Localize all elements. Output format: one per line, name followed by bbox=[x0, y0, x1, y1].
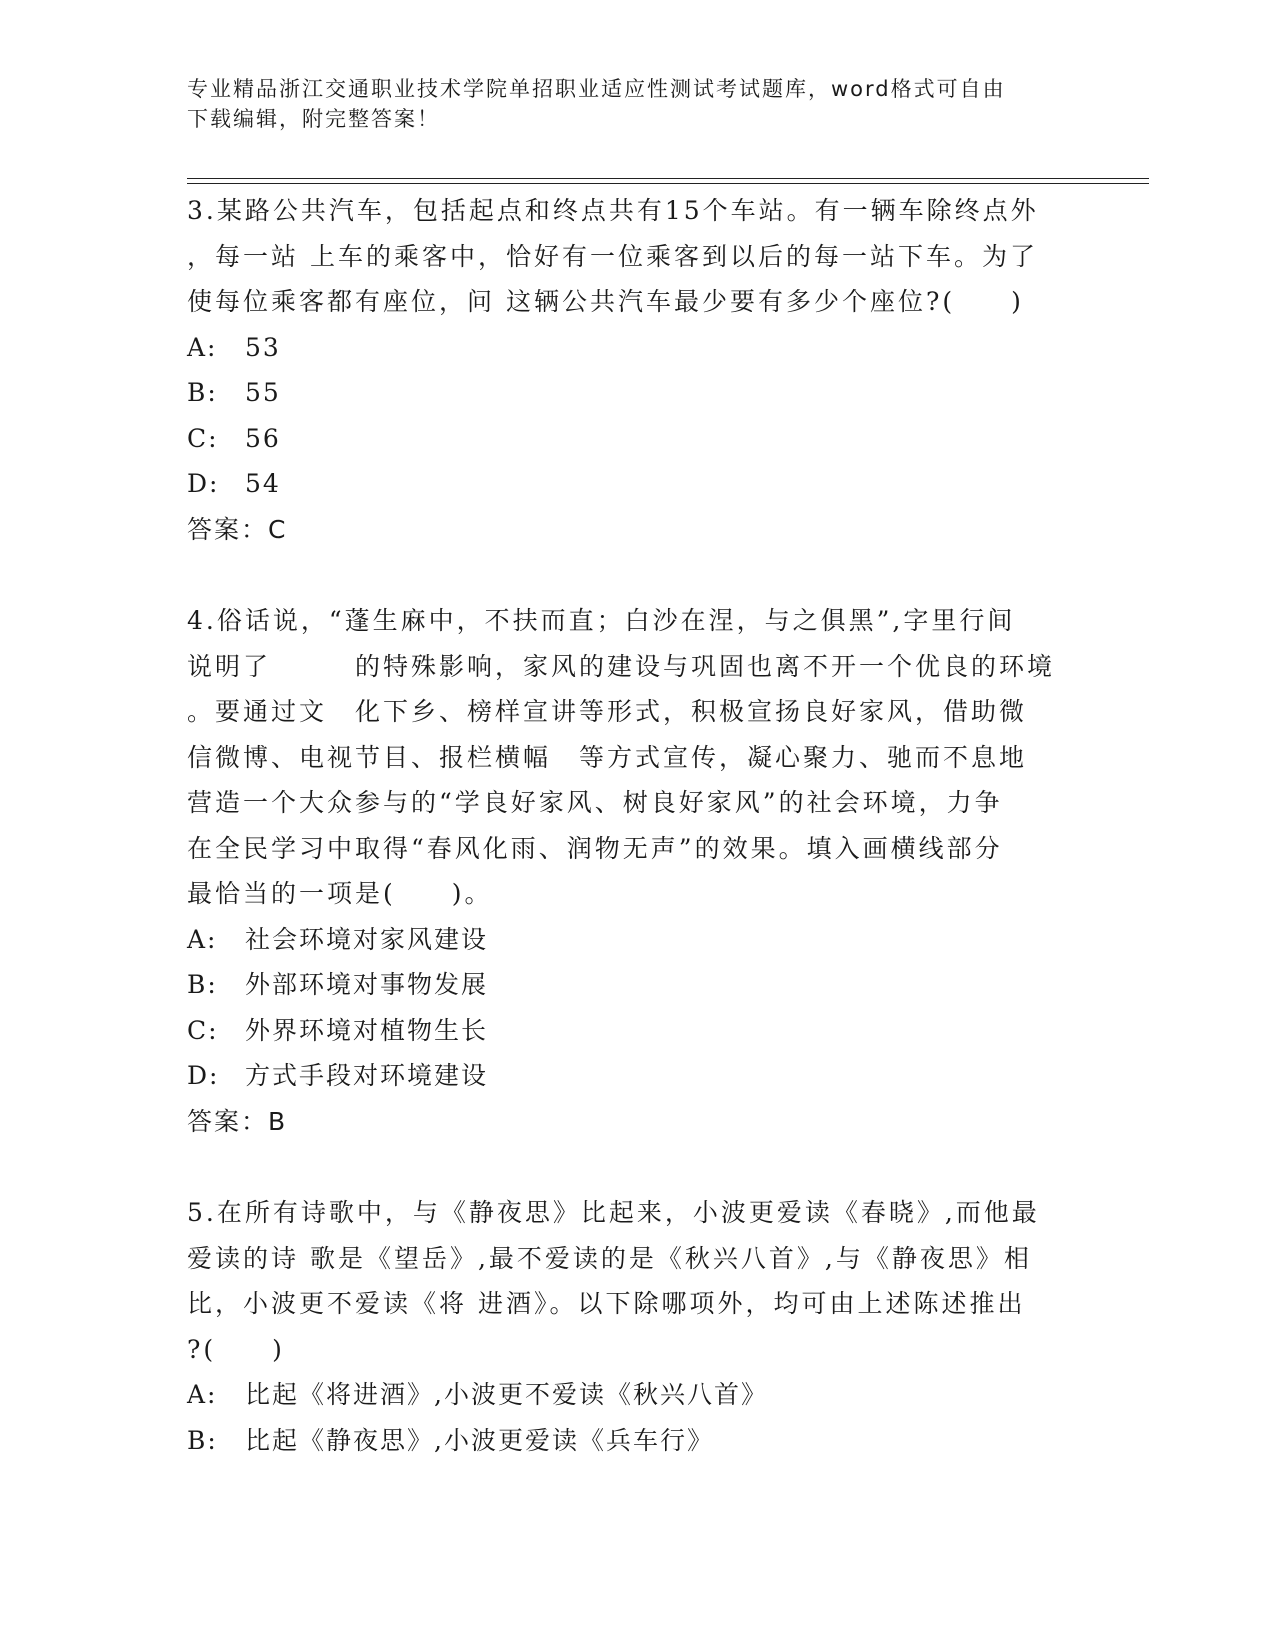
option-text: 54 bbox=[245, 469, 281, 498]
option-key: A: bbox=[187, 1380, 218, 1409]
question-5-line-3: 比，小波更不爱读《将 进酒》。以下除哪项外，均可由上述陈述推出 bbox=[187, 1289, 1026, 1318]
question-5-line-4: ?( ) bbox=[187, 1334, 285, 1364]
option-text: 55 bbox=[245, 378, 281, 407]
question-4-line-1: 4.俗话说，“蓬生麻中，不扶而直；白沙在涅，与之俱黑”,字里行间 bbox=[187, 606, 1016, 635]
option-text: 56 bbox=[245, 423, 281, 453]
option-text: 53 bbox=[245, 332, 281, 362]
question-4-line-3: 。要通过文 化下乡、榜样宣讲等形式，积极宣扬良好家风，借助微 bbox=[187, 697, 1028, 726]
question-5 bbox=[187, 1190, 1087, 1463]
question-4-line-6: 在全民学习中取得“春风化雨、润物无声”的效果。填入画横线部分 bbox=[187, 833, 1003, 863]
header-line-1: 专业精品浙江交通职业技术学院单招职业适应性测试考试题库，word格式可自由 bbox=[187, 77, 1006, 101]
option-key: C: bbox=[187, 1015, 219, 1045]
option-text: 比起《将进酒》,小波更不爱读《秋兴八首》 bbox=[245, 1380, 768, 1409]
question-4-line-4: 信微博、电视节目、报栏横幅 等方式宣传，凝心聚力、驰而不息地 bbox=[187, 742, 1028, 772]
question-3-option-c bbox=[187, 416, 1087, 462]
header-line-2: 下载编辑，附完整答案！ bbox=[187, 107, 440, 131]
question-3-option-a bbox=[187, 325, 1087, 371]
question-3-option-b bbox=[187, 370, 1087, 416]
option-text: 社会环境对家风建设 bbox=[245, 924, 489, 954]
option-key: A: bbox=[187, 332, 218, 362]
option-key: A: bbox=[187, 924, 218, 954]
header-rule-top bbox=[187, 178, 1149, 179]
option-key: B: bbox=[187, 1425, 218, 1455]
question-4-option-a bbox=[187, 917, 1087, 963]
question-4 bbox=[187, 598, 1087, 1144]
option-key: B: bbox=[187, 378, 218, 407]
question-4-line-5: 营造一个大众参与的“学良好家风、树良好家风”的社会环境，力争 bbox=[187, 788, 1003, 817]
option-key: C: bbox=[187, 423, 219, 453]
question-list bbox=[187, 188, 1087, 1509]
question-3-answer: 答案：C bbox=[187, 514, 288, 544]
option-text: 方式手段对环境建设 bbox=[245, 1061, 489, 1090]
option-key: B: bbox=[187, 970, 218, 999]
question-4-option-d bbox=[187, 1053, 1087, 1099]
question-3-line-2: ，每一站 上车的乘客中，恰好有一位乘客到以后的每一站下车。为了 bbox=[187, 241, 1038, 271]
question-3-line-3: 使每位乘客都有座位，问 这辆公共汽车最少要有多少个座位?( ) bbox=[187, 287, 1024, 316]
option-key: D: bbox=[187, 1061, 220, 1090]
option-key: D: bbox=[187, 469, 220, 498]
question-3-line-1: 3.某路公共汽车，包括起点和终点共有15个车站。有一辆车除终点外 bbox=[187, 196, 1039, 225]
question-5-option-a bbox=[187, 1372, 1087, 1418]
option-text: 外部环境对事物发展 bbox=[245, 970, 489, 999]
question-4-line-7: 最恰当的一项是( )。 bbox=[187, 879, 493, 908]
question-4-option-c bbox=[187, 1008, 1087, 1054]
question-4-line-2: 说明了 的特殊影响，家风的建设与巩固也离不开一个优良的环境 bbox=[187, 651, 1056, 681]
question-4-option-b bbox=[187, 962, 1087, 1008]
question-5-line-2: 爱读的诗 歌是《望岳》,最不爱读的是《秋兴八首》,与《静夜思》相 bbox=[187, 1243, 1032, 1273]
question-3-option-d bbox=[187, 461, 1087, 507]
question-5-option-b bbox=[187, 1418, 1087, 1464]
option-text: 比起《静夜思》,小波更爱读《兵车行》 bbox=[245, 1425, 714, 1455]
question-5-line-1: 5.在所有诗歌中，与《静夜思》比起来，小波更爱读《春晓》,而他最 bbox=[187, 1198, 1040, 1227]
question-3 bbox=[187, 188, 1087, 552]
option-text: 外界环境对植物生长 bbox=[245, 1015, 489, 1045]
header-rule-bottom bbox=[187, 183, 1149, 184]
question-4-answer: 答案：B bbox=[187, 1106, 288, 1136]
document-header bbox=[187, 74, 1067, 134]
